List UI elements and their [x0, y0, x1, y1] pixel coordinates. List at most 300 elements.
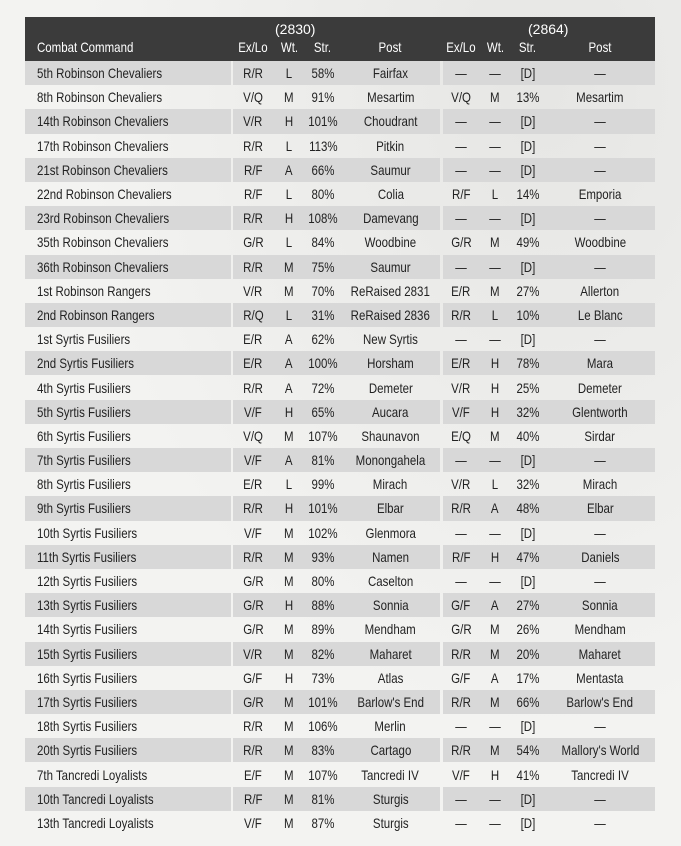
cell-post-2864-text: —: [594, 113, 606, 130]
cell-weight-2830-text: M: [284, 621, 294, 638]
cell-command-name: [25, 109, 231, 133]
cell-exlo-2864-text: —: [455, 790, 467, 807]
cell-post-2830: [341, 327, 440, 351]
header-weight-2864: [479, 39, 511, 55]
cell-post-2830-text: Saumur: [370, 258, 411, 275]
cell-strength-2830-text: 101%: [308, 500, 338, 517]
cell-weight-2864: [479, 521, 511, 545]
cell-command-name: [25, 738, 231, 762]
cell-exlo-2864-text: V/F: [452, 766, 470, 783]
cell-post-2830: [341, 375, 440, 399]
cell-post-2830: [341, 666, 440, 690]
cell-exlo-2830-text: V/Q: [243, 427, 263, 444]
header-exlo-2830-text: Ex/Lo: [238, 39, 268, 55]
cell-exlo-2830: [233, 569, 273, 593]
cell-post-2864: [545, 617, 655, 641]
cell-strength-2864: [511, 85, 545, 109]
cell-post-2830: [341, 424, 440, 448]
cell-strength-2830-text: 99%: [311, 476, 335, 493]
cell-strength-2830: [305, 206, 341, 230]
cell-strength-2864: [511, 279, 545, 303]
cell-exlo-2864-text: —: [455, 452, 467, 469]
table-row: [25, 134, 655, 158]
cell-weight-2830: [273, 472, 305, 496]
cell-exlo-2830-text: R/F: [243, 161, 263, 178]
cell-strength-2864: [511, 617, 545, 641]
cell-weight-2830: [273, 158, 305, 182]
cell-post-2864: [545, 787, 655, 811]
cell-exlo-2864-text: V/R: [451, 476, 471, 493]
cell-exlo-2864-text: R/R: [451, 306, 471, 323]
cell-exlo-2830: [233, 182, 273, 206]
cell-command-name: [25, 521, 231, 545]
cell-strength-2864: [511, 811, 545, 835]
cell-exlo-2830: [233, 61, 273, 85]
cell-weight-2864-text: L: [491, 476, 499, 493]
cell-post-2830: [341, 182, 440, 206]
cell-weight-2830-text: L: [285, 476, 293, 493]
cell-exlo-2864-text: G/F: [451, 597, 471, 614]
cell-weight-2830-text: M: [284, 282, 294, 299]
cell-post-2830-text: Sturgis: [372, 790, 409, 807]
cell-strength-2830-text: 89%: [311, 621, 335, 638]
cell-post-2864-text: Sirdar: [584, 427, 616, 444]
cell-command-name: [25, 327, 231, 351]
cell-strength-2830: [305, 375, 341, 399]
cell-post-2830: [341, 61, 440, 85]
cell-strength-2864: [511, 61, 545, 85]
cell-strength-2864-text: [D]: [520, 65, 536, 82]
cell-command-name: [25, 569, 231, 593]
cell-weight-2864: [479, 569, 511, 593]
cell-weight-2864: [479, 472, 511, 496]
cell-strength-2864-text: 32%: [516, 476, 540, 493]
cell-strength-2830-text: 80%: [311, 573, 335, 590]
table-row: [25, 303, 655, 327]
cell-post-2864-text: Tancredi IV: [571, 766, 629, 783]
cell-weight-2830-text: M: [284, 548, 294, 565]
cell-weight-2830-text: M: [284, 742, 294, 759]
cell-exlo-2864: [443, 545, 479, 569]
cell-weight-2864: [479, 593, 511, 617]
cell-weight-2864: [479, 158, 511, 182]
cell-post-2864: [545, 206, 655, 230]
table-row: [25, 569, 655, 593]
cell-command-name-text: 35th Robinson Chevaliers: [37, 234, 169, 251]
cell-weight-2830: [273, 690, 305, 714]
cell-strength-2864-text: 49%: [516, 234, 540, 251]
cell-command-name-text: 5th Syrtis Fusiliers: [37, 403, 131, 420]
cell-weight-2830: [273, 85, 305, 109]
cell-weight-2830: [273, 182, 305, 206]
cell-exlo-2864: [443, 230, 479, 254]
cell-exlo-2830: [233, 424, 273, 448]
cell-exlo-2864: [443, 158, 479, 182]
cell-weight-2864-text: H: [490, 403, 500, 420]
cell-weight-2830: [273, 206, 305, 230]
table-row: [25, 738, 655, 762]
cell-weight-2830: [273, 545, 305, 569]
cell-weight-2864-text: M: [490, 282, 500, 299]
cell-strength-2864: [511, 182, 545, 206]
cell-exlo-2864: [443, 375, 479, 399]
cell-weight-2864: [479, 496, 511, 520]
cell-weight-2864: [479, 206, 511, 230]
cell-post-2830-text: Cartago: [370, 742, 411, 759]
cell-strength-2864-text: 48%: [516, 500, 540, 517]
cell-weight-2830-text: H: [284, 210, 294, 227]
cell-weight-2864-text: —: [489, 113, 501, 130]
cell-strength-2830-text: 58%: [311, 65, 335, 82]
table-row: [25, 642, 655, 666]
cell-command-name-text: 10th Tancredi Loyalists: [37, 790, 154, 807]
header-post-2864: [545, 39, 655, 55]
cell-command-name: [25, 762, 231, 786]
cell-exlo-2830-text: V/F: [244, 403, 262, 420]
cell-weight-2864: [479, 351, 511, 375]
cell-weight-2864-text: M: [490, 645, 500, 662]
cell-strength-2830: [305, 666, 341, 690]
cell-exlo-2864: [443, 738, 479, 762]
cell-weight-2830: [273, 448, 305, 472]
cell-exlo-2864: [443, 61, 479, 85]
cell-command-name: [25, 448, 231, 472]
cell-weight-2864: [479, 279, 511, 303]
cell-exlo-2864-text: R/R: [451, 693, 471, 710]
cell-exlo-2830-text: V/Q: [243, 89, 263, 106]
cell-exlo-2864: [443, 448, 479, 472]
cell-weight-2830-text: M: [284, 645, 294, 662]
cell-weight-2830: [273, 787, 305, 811]
cell-exlo-2864-text: —: [455, 210, 467, 227]
cell-post-2830-text: Damevang: [362, 210, 419, 227]
cell-strength-2830-text: 83%: [311, 742, 335, 759]
header-strength-2864: [511, 39, 545, 55]
cell-strength-2830-text: 31%: [311, 306, 335, 323]
cell-post-2830-text: Saumur: [370, 161, 411, 178]
cell-post-2830-text: Mendham: [364, 621, 417, 638]
cell-strength-2830: [305, 714, 341, 738]
cell-exlo-2830-text: R/R: [243, 500, 263, 517]
cell-post-2864: [545, 642, 655, 666]
cell-command-name-text: 36th Robinson Chevaliers: [37, 258, 169, 275]
cell-command-name-text: 10th Syrtis Fusiliers: [37, 524, 138, 541]
cell-post-2864-text: —: [594, 331, 606, 348]
cell-exlo-2864: [443, 642, 479, 666]
cell-command-name: [25, 206, 231, 230]
cell-post-2864: [545, 738, 655, 762]
cell-post-2830-text: Glenmora: [365, 524, 416, 541]
cell-exlo-2864: [443, 714, 479, 738]
cell-weight-2830: [273, 351, 305, 375]
cell-weight-2864: [479, 327, 511, 351]
cell-strength-2830: [305, 61, 341, 85]
cell-weight-2864-text: M: [490, 693, 500, 710]
cell-command-name: [25, 787, 231, 811]
cell-command-name-text: 1st Syrtis Fusiliers: [37, 331, 131, 348]
cell-command-name: [25, 158, 231, 182]
cell-post-2864-text: —: [594, 258, 606, 275]
cell-post-2830-text: New Syrtis: [363, 331, 418, 348]
header-weight-2864-text: Wt.: [486, 39, 504, 55]
cell-exlo-2830: [233, 375, 273, 399]
cell-post-2864-text: —: [594, 137, 606, 154]
cell-strength-2830: [305, 230, 341, 254]
cell-weight-2830-text: M: [284, 693, 294, 710]
cell-exlo-2864: [443, 569, 479, 593]
cell-strength-2830-text: 101%: [308, 113, 338, 130]
cell-strength-2830-text: 91%: [311, 89, 335, 106]
cell-post-2830-text: Pitkin: [376, 137, 405, 154]
cell-exlo-2864-text: —: [455, 258, 467, 275]
cell-weight-2864-text: —: [489, 331, 501, 348]
cell-strength-2830: [305, 134, 341, 158]
cell-weight-2830: [273, 61, 305, 85]
cell-weight-2864-text: —: [489, 814, 501, 831]
cell-weight-2864-text: M: [490, 427, 500, 444]
cell-exlo-2864-text: V/Q: [451, 89, 471, 106]
cell-command-name: [25, 545, 231, 569]
cell-post-2864-text: —: [594, 790, 606, 807]
cell-weight-2864: [479, 424, 511, 448]
header-exlo-2830: [233, 39, 273, 55]
cell-post-2864-text: —: [594, 452, 606, 469]
cell-exlo-2864-text: —: [455, 137, 467, 154]
cell-post-2864-text: —: [594, 210, 606, 227]
header-strength-2830-text: Str.: [314, 39, 332, 55]
cell-post-2830: [341, 762, 440, 786]
cell-exlo-2864-text: —: [455, 524, 467, 541]
cell-strength-2830: [305, 787, 341, 811]
cell-exlo-2864-text: R/F: [451, 548, 471, 565]
cell-command-name: [25, 85, 231, 109]
cell-command-name-text: 12th Syrtis Fusiliers: [37, 573, 138, 590]
cell-exlo-2830-text: R/Q: [242, 306, 264, 323]
cell-exlo-2830-text: V/R: [243, 282, 263, 299]
cell-strength-2830-text: 73%: [311, 669, 335, 686]
cell-post-2830-text: Barlow's End: [357, 693, 424, 710]
cell-exlo-2830-text: R/F: [243, 790, 263, 807]
cell-command-name: [25, 811, 231, 835]
cell-weight-2864: [479, 85, 511, 109]
cell-weight-2864-text: —: [489, 524, 501, 541]
cell-weight-2830-text: A: [285, 452, 293, 469]
cell-post-2830-text: Elbar: [377, 500, 404, 517]
table-row: [25, 85, 655, 109]
table-row: [25, 279, 655, 303]
cell-exlo-2864: [443, 472, 479, 496]
cell-strength-2864-text: 17%: [516, 669, 540, 686]
cell-post-2830-text: Horsham: [367, 355, 414, 372]
cell-strength-2830-text: 66%: [311, 161, 335, 178]
cell-exlo-2830-text: R/R: [243, 210, 263, 227]
cell-strength-2864-text: 78%: [516, 355, 540, 372]
cell-post-2864: [545, 351, 655, 375]
cell-strength-2830-text: 107%: [308, 766, 338, 783]
cell-weight-2830-text: M: [284, 573, 294, 590]
cell-command-name-text: 20th Syrtis Fusiliers: [37, 742, 138, 759]
cell-post-2864-text: Mara: [586, 355, 614, 372]
cell-strength-2830: [305, 545, 341, 569]
cell-post-2864-text: Maharet: [578, 645, 622, 662]
table-row: [25, 714, 655, 738]
cell-strength-2830-text: 107%: [308, 427, 338, 444]
cell-weight-2830: [273, 666, 305, 690]
cell-post-2864: [545, 279, 655, 303]
cell-command-name: [25, 134, 231, 158]
header-post-2864-text: Post: [588, 39, 612, 55]
table-row: [25, 109, 655, 133]
cell-weight-2864: [479, 182, 511, 206]
cell-post-2864: [545, 230, 655, 254]
cell-exlo-2830-text: R/R: [243, 548, 263, 565]
cell-strength-2864-text: [D]: [520, 573, 536, 590]
cell-exlo-2830: [233, 472, 273, 496]
cell-post-2830: [341, 521, 440, 545]
cell-weight-2864: [479, 400, 511, 424]
cell-weight-2830-text: A: [285, 331, 293, 348]
cell-weight-2864: [479, 109, 511, 133]
cell-weight-2830-text: M: [284, 524, 294, 541]
cell-exlo-2864: [443, 496, 479, 520]
cell-exlo-2830: [233, 206, 273, 230]
cell-post-2830: [341, 496, 440, 520]
cell-weight-2864-text: —: [489, 573, 501, 590]
cell-strength-2864-text: 66%: [516, 693, 540, 710]
cell-weight-2830-text: L: [285, 65, 293, 82]
cell-exlo-2830: [233, 738, 273, 762]
cell-exlo-2830-text: E/R: [243, 331, 263, 348]
cell-strength-2830-text: 88%: [311, 597, 335, 614]
cell-post-2830: [341, 787, 440, 811]
cell-command-name-text: 6th Syrtis Fusiliers: [37, 427, 131, 444]
cell-strength-2830-text: 75%: [311, 258, 335, 275]
cell-exlo-2864-text: E/Q: [451, 427, 471, 444]
cell-exlo-2864: [443, 690, 479, 714]
cell-post-2830-text: Demeter: [368, 379, 413, 396]
cell-weight-2830: [273, 134, 305, 158]
cell-strength-2830-text: 108%: [308, 210, 338, 227]
cell-exlo-2864: [443, 521, 479, 545]
cell-exlo-2830: [233, 400, 273, 424]
cell-post-2864: [545, 158, 655, 182]
cell-weight-2864-text: L: [491, 306, 499, 323]
cell-post-2864-text: Elbar: [586, 500, 614, 517]
cell-command-name-text: 2nd Robinson Rangers: [37, 306, 155, 323]
cell-exlo-2830: [233, 351, 273, 375]
year-2830-label: (2830): [275, 21, 316, 37]
cell-post-2830: [341, 85, 440, 109]
cell-strength-2864-text: 32%: [516, 403, 540, 420]
cell-strength-2864-text: [D]: [520, 452, 536, 469]
cell-exlo-2864: [443, 255, 479, 279]
cell-post-2830: [341, 134, 440, 158]
cell-exlo-2864-text: G/F: [451, 669, 471, 686]
cell-strength-2830: [305, 642, 341, 666]
cell-command-name: [25, 593, 231, 617]
cell-weight-2830: [273, 303, 305, 327]
table-row: [25, 690, 655, 714]
cell-post-2830-text: Colia: [377, 186, 404, 203]
cell-weight-2864: [479, 787, 511, 811]
cell-weight-2830-text: A: [285, 355, 293, 372]
cell-weight-2830: [273, 642, 305, 666]
table-row: [25, 593, 655, 617]
cell-post-2830: [341, 255, 440, 279]
cell-exlo-2864-text: —: [455, 113, 467, 130]
cell-strength-2830: [305, 496, 341, 520]
cell-exlo-2830: [233, 521, 273, 545]
cell-weight-2864-text: H: [490, 355, 500, 372]
cell-weight-2830-text: A: [285, 379, 293, 396]
cell-strength-2830-text: 81%: [311, 452, 335, 469]
cell-strength-2864-text: 27%: [516, 597, 540, 614]
cell-weight-2864: [479, 230, 511, 254]
cell-weight-2830-text: M: [284, 718, 294, 735]
cell-weight-2864: [479, 714, 511, 738]
cell-weight-2864-text: —: [489, 161, 501, 178]
cell-command-name-text: 16th Syrtis Fusiliers: [37, 669, 138, 686]
cell-post-2830: [341, 351, 440, 375]
cell-exlo-2864-text: E/R: [451, 282, 471, 299]
cell-weight-2830-text: H: [284, 500, 294, 517]
cell-strength-2864-text: [D]: [520, 814, 536, 831]
cell-weight-2864: [479, 762, 511, 786]
table-body: [25, 61, 655, 835]
table-row: [25, 182, 655, 206]
cell-strength-2864-text: 25%: [516, 379, 540, 396]
cell-post-2864-text: —: [594, 524, 606, 541]
cell-strength-2830: [305, 690, 341, 714]
cell-command-name-text: 4th Syrtis Fusiliers: [37, 379, 131, 396]
cell-command-name: [25, 303, 231, 327]
cell-post-2830-text: Shaunavon: [361, 427, 420, 444]
cell-post-2864: [545, 61, 655, 85]
cell-post-2864: [545, 448, 655, 472]
cell-exlo-2830: [233, 448, 273, 472]
cell-weight-2864-text: A: [491, 500, 499, 517]
table-row: [25, 666, 655, 690]
cell-command-name: [25, 255, 231, 279]
cell-exlo-2830-text: R/R: [243, 258, 263, 275]
combat-command-table: [25, 17, 655, 835]
cell-weight-2830: [273, 327, 305, 351]
cell-post-2830-text: ReRaised 2836: [350, 306, 431, 323]
cell-strength-2830-text: 93%: [311, 548, 335, 565]
cell-exlo-2830-text: V/F: [244, 452, 262, 469]
cell-strength-2830: [305, 811, 341, 835]
cell-exlo-2830: [233, 85, 273, 109]
cell-strength-2864: [511, 569, 545, 593]
cell-weight-2830: [273, 400, 305, 424]
cell-strength-2864-text: [D]: [520, 790, 536, 807]
cell-exlo-2864-text: —: [455, 573, 467, 590]
cell-command-name-text: 18th Syrtis Fusiliers: [37, 718, 138, 735]
cell-strength-2830-text: 72%: [311, 379, 335, 396]
cell-strength-2864-text: [D]: [520, 161, 536, 178]
cell-exlo-2830-text: R/R: [243, 718, 263, 735]
cell-exlo-2830-text: G/R: [242, 234, 264, 251]
cell-weight-2830: [273, 569, 305, 593]
cell-post-2830: [341, 690, 440, 714]
cell-post-2864: [545, 327, 655, 351]
cell-strength-2830: [305, 400, 341, 424]
cell-post-2830: [341, 303, 440, 327]
cell-post-2864: [545, 762, 655, 786]
cell-exlo-2864: [443, 182, 479, 206]
cell-post-2864-text: Emporia: [578, 186, 622, 203]
cell-post-2864: [545, 400, 655, 424]
